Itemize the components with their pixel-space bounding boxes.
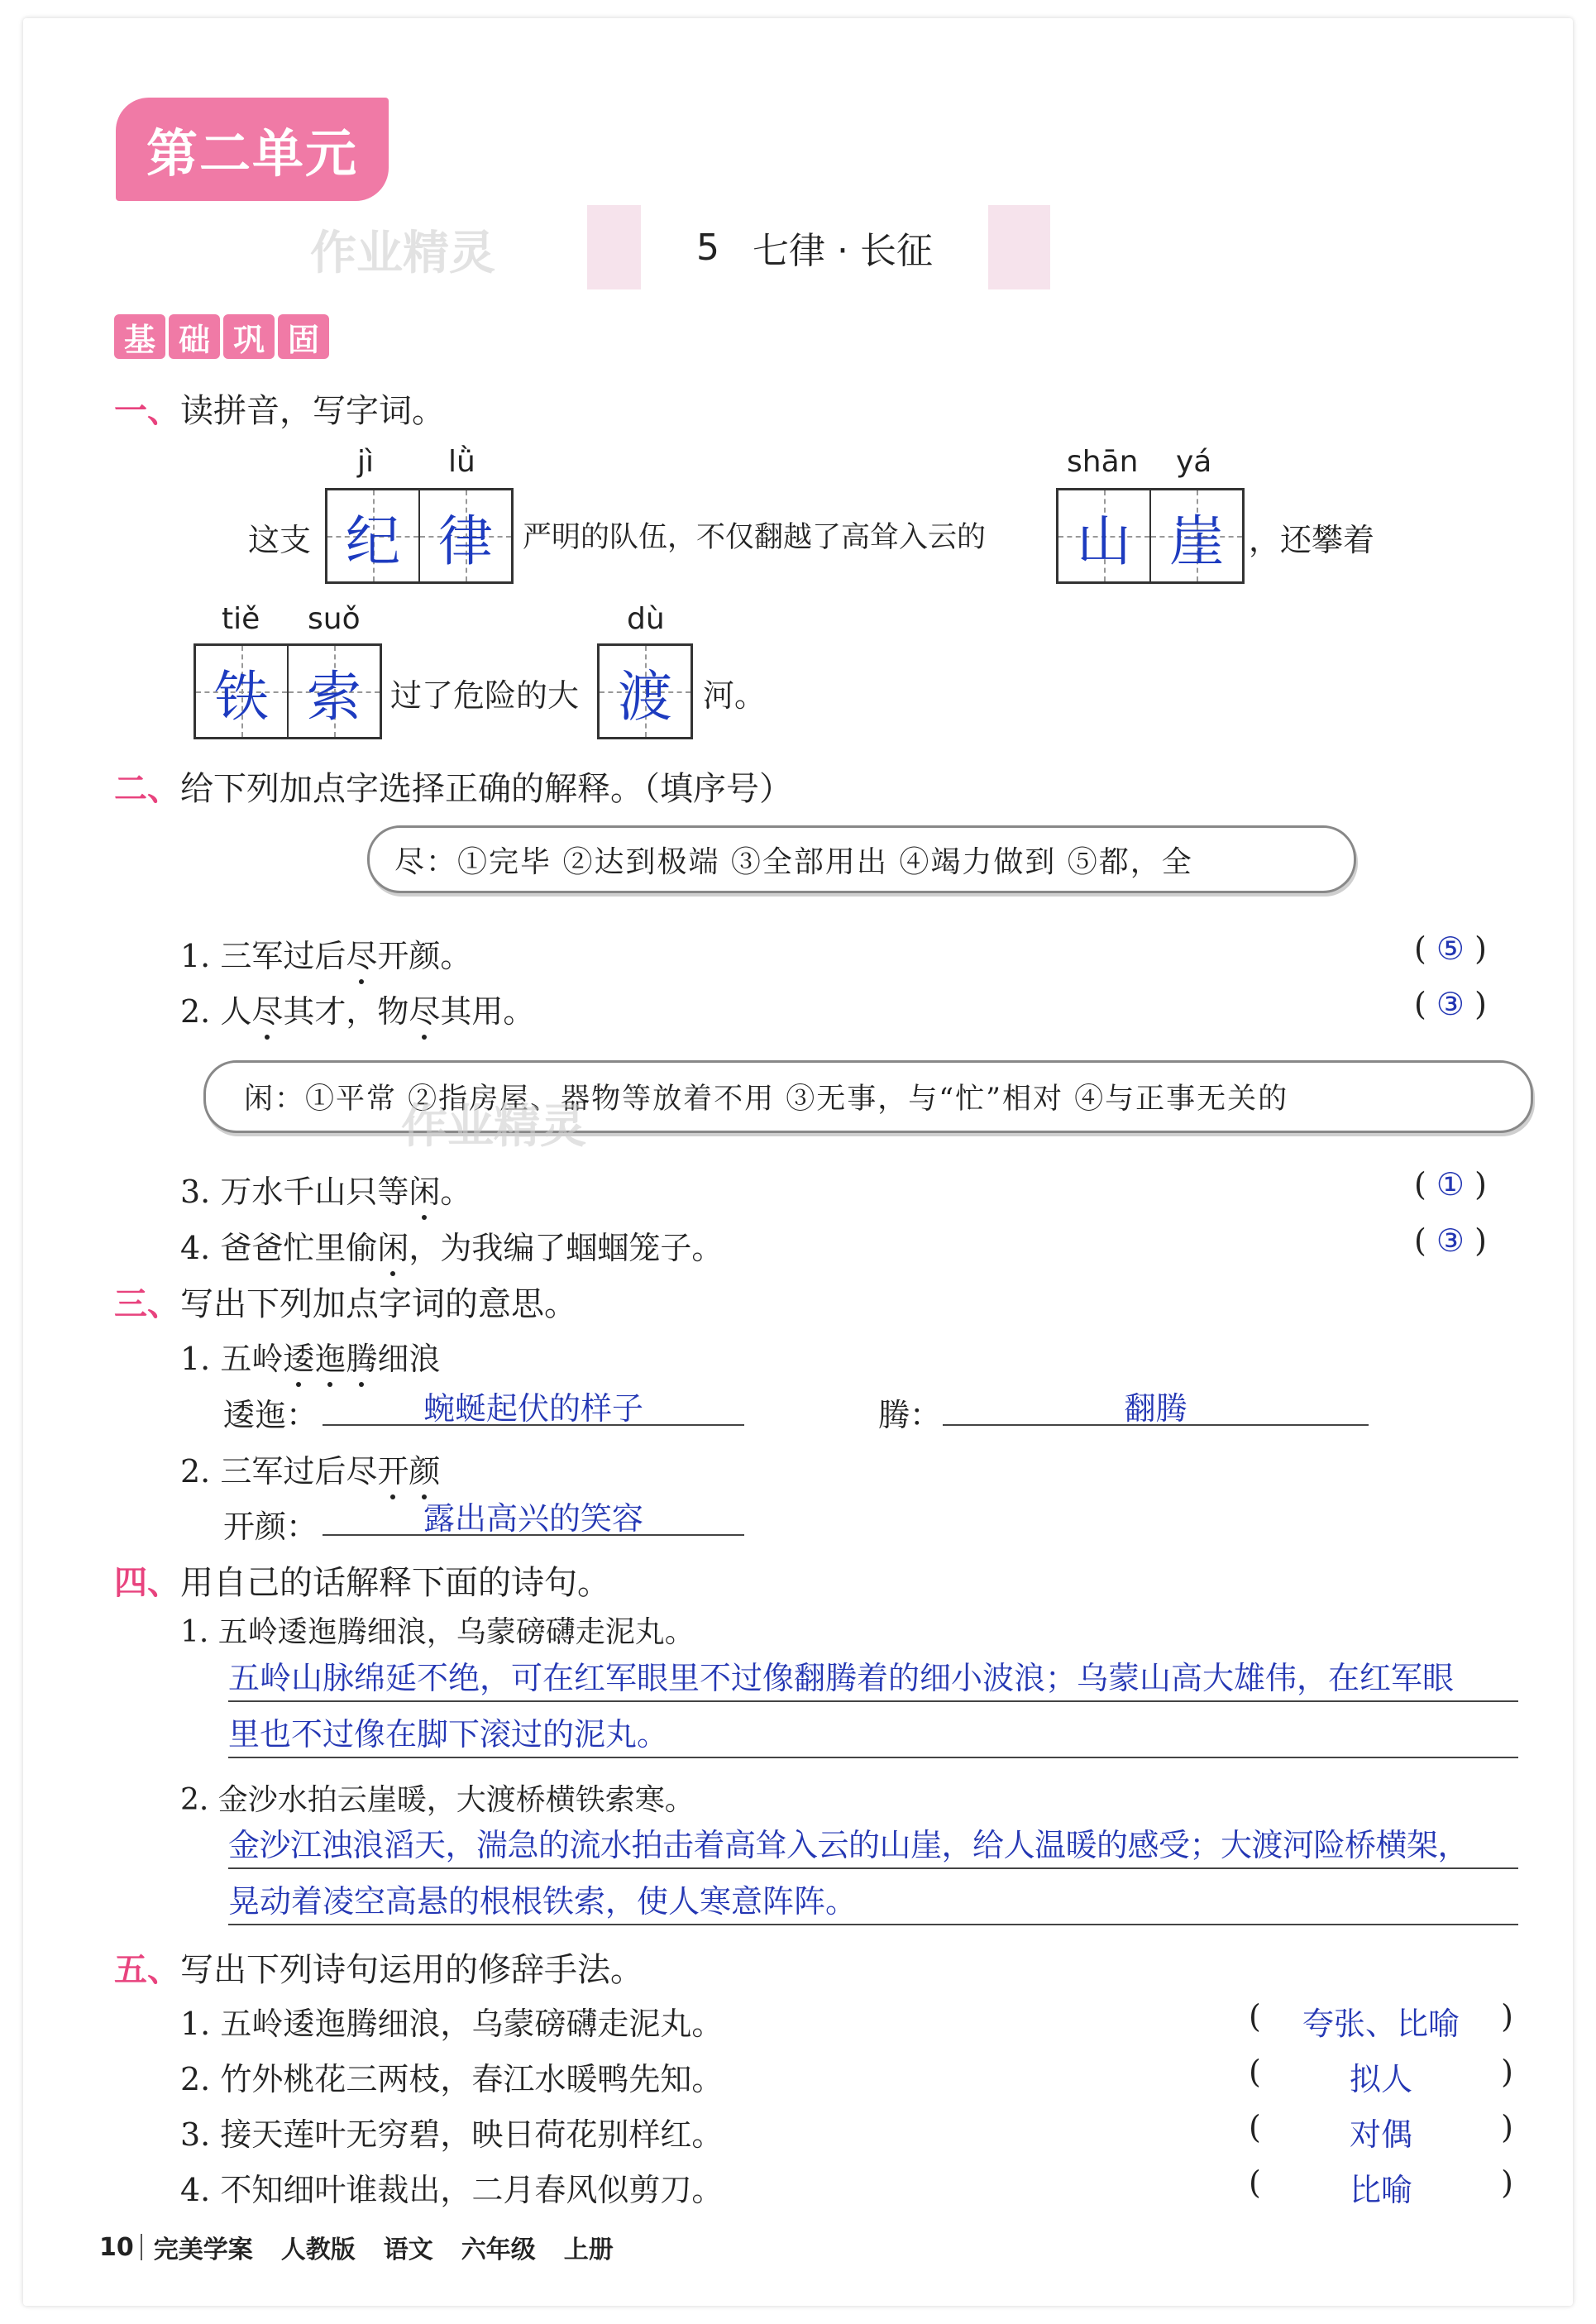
answer-line [323, 1383, 744, 1426]
watermark: 作业精灵 [401, 1100, 586, 1154]
answer-line [943, 1383, 1369, 1426]
lesson-number: 5 [696, 226, 720, 269]
volume: 上册 [563, 2236, 614, 2264]
pinyin: yá [1176, 445, 1212, 479]
section-2-title [114, 763, 792, 810]
char-cell [327, 490, 418, 581]
char-cell [196, 646, 287, 737]
definition-box: 尽：①完毕 ②达到极端 ③全部用出 ④竭力做到 ⑤都，全 [367, 825, 1356, 893]
answer-char: 纪 [346, 509, 400, 573]
answer: ① [1436, 1166, 1465, 1203]
section-4-title [114, 1557, 610, 1604]
answer-char: 崖 [1169, 509, 1224, 573]
label: 腾： [878, 1397, 942, 1433]
grade: 六年级 [461, 2236, 536, 2264]
pinyin: jì [357, 445, 375, 479]
answer-paren: ( 比喻 ) [1249, 2164, 1513, 2208]
definition-box: 闲：①平常 ②指房屋、器物等放着不用 ③无事，与“忙”相对 ④与正事无关的 [203, 1060, 1533, 1133]
answer-paren: ( ① ) [1414, 1166, 1487, 1203]
answer-paren: ( ③ ) [1414, 1222, 1487, 1259]
badge-char: 巩 [223, 314, 275, 359]
label: 逶迤： [223, 1397, 318, 1433]
question: 1. 五岭逶迤腾细浪，乌蒙磅礴走泥丸。 [180, 2006, 724, 2042]
answer-line: 五岭山脉绵延不绝，可在红军眼里不过像翻腾着的细小波浪；乌蒙山高大雄伟，在红军眼 [228, 1652, 1518, 1702]
answer: 比喻 [1349, 2172, 1412, 2208]
pinyin: shān [1067, 445, 1139, 479]
question: 1. 五岭逶迤腾细浪，乌蒙磅礴走泥丸。 [180, 1615, 695, 1649]
question: 3. 接天莲叶无穷碧，映日荷花别样红。 [180, 2116, 724, 2153]
pinyin: lǜ [448, 445, 475, 479]
section-number: 三、 [114, 1285, 180, 1323]
section-number: 二、 [114, 770, 180, 808]
question: 1. 五岭逶迤腾细浪 [180, 1341, 441, 1377]
char-grid-tiesuo [194, 643, 382, 739]
dotted-char: 逶 [283, 1341, 315, 1377]
char-cell [418, 490, 511, 581]
answer-paren: ( 对偶 ) [1249, 2109, 1513, 2153]
char-cell [287, 646, 380, 737]
answer: ⑤ [1436, 930, 1465, 967]
question: 4. 不知细叶谁裁出，二月春风似剪刀。 [180, 2172, 724, 2208]
answer: 蜿蜒起伏的样子 [423, 1390, 643, 1427]
sentence-text: 严明的队伍，不仅翻越了高耸入云的 [523, 521, 987, 554]
subject: 语文 [383, 2236, 433, 2264]
char-cell [1058, 490, 1149, 581]
answer-paren: ( ⑤ ) [1414, 930, 1487, 967]
answer-line: 金沙江浊浪滔天，湍急的流水拍击着高耸入云的山崖，给人温暖的感受；大渡河险桥横架， [228, 1820, 1518, 1869]
answer-char: 索 [307, 664, 361, 729]
book-title: 完美学案 [153, 2236, 253, 2264]
sentence-text: 河。 [703, 677, 767, 714]
section-number: 五、 [114, 1951, 180, 1989]
dotted-char: 腾 [346, 1341, 378, 1377]
section-heading: 给下列加点字选择正确的解释。（填序号） [180, 770, 792, 808]
answer-line [323, 1493, 744, 1536]
question: 4. 爸爸忙里偷闲，为我编了蝈蝈笼子。 [180, 1230, 724, 1266]
badge-char: 固 [278, 314, 329, 359]
section-badge [114, 314, 329, 359]
answer: 对偶 [1349, 2116, 1412, 2153]
label: 开颜： [223, 1509, 318, 1545]
char-cell [600, 646, 690, 737]
question: 2. 三军过后尽开颜 [180, 1453, 441, 1490]
section-1-title [114, 385, 445, 432]
sentence-text: 过了危险的大 [390, 677, 580, 714]
section-heading: 读拼音，写字词。 [180, 392, 445, 430]
answer-char: 山 [1077, 509, 1131, 573]
section-number: 四、 [114, 1564, 180, 1602]
dotted-char: 尽 [251, 993, 284, 1030]
dotted-char: 开 [377, 1453, 409, 1490]
pinyin: dù [627, 602, 665, 636]
dotted-char: 颜 [409, 1453, 441, 1490]
answer-paren: ( 夸张、比喻 ) [1249, 1998, 1513, 2042]
answer-char: 律 [438, 509, 493, 573]
answer: 拟人 [1349, 2061, 1412, 2097]
question: 1. 三军过后尽开颜。 [180, 938, 472, 974]
answer-paren: ( 拟人 ) [1249, 2054, 1513, 2097]
page-number: 10 [99, 2232, 134, 2262]
char-cell [1149, 490, 1242, 581]
answer-line: 里也不过像在脚下滚过的泥丸。 [228, 1709, 1518, 1758]
answer: 露出高兴的笑容 [423, 1500, 643, 1537]
answer-char: 渡 [618, 664, 672, 729]
pinyin: tiě [222, 602, 260, 636]
char-grid-jilv [325, 488, 514, 584]
dotted-char: 闲 [377, 1230, 409, 1266]
char-grid-shanya [1056, 488, 1245, 584]
section-3-title [114, 1278, 577, 1325]
question: 2. 人尽其才，物尽其用。 [180, 993, 535, 1030]
dotted-char: 迤 [314, 1341, 346, 1377]
section-heading: 写出下列加点字词的意思。 [180, 1285, 577, 1323]
badge-char: 基 [114, 314, 165, 359]
section-heading: 写出下列诗句运用的修辞手法。 [180, 1951, 643, 1989]
badge-char: 础 [169, 314, 220, 359]
question: 3. 万水千山只等闲。 [180, 1174, 472, 1210]
dotted-char: 尽 [409, 993, 441, 1030]
unit-tag: 第二单元 [116, 98, 389, 201]
answer-char: 铁 [214, 664, 269, 729]
section-heading: 用自己的话解释下面的诗句。 [180, 1564, 610, 1602]
lesson-title: 七律 · 长征 [753, 230, 933, 272]
pinyin: suǒ [308, 602, 361, 636]
answer: 翻腾 [1124, 1390, 1187, 1427]
dotted-char: 尽 [346, 938, 378, 974]
sentence-text: ，还攀着 [1249, 522, 1375, 558]
lesson-title-box [641, 205, 988, 289]
section-5-title [114, 1944, 643, 1991]
answer: ③ [1436, 986, 1465, 1022]
section-number: 一、 [114, 392, 180, 430]
sentence-text: 这支 [248, 522, 312, 558]
answer-paren: ( ③ ) [1414, 986, 1487, 1022]
dotted-char: 闲 [409, 1174, 441, 1210]
question: 2. 竹外桃花三两枝，春江水暖鸭先知。 [180, 2061, 724, 2097]
answer-line: 晃动着凌空高悬的根根铁索，使人寒意阵阵。 [228, 1876, 1518, 1925]
answer: 夸张、比喻 [1302, 2006, 1460, 2042]
answer: ③ [1436, 1222, 1465, 1259]
watermark: 作业精灵 [310, 227, 495, 280]
footer [99, 2229, 614, 2265]
edition: 人教版 [280, 2236, 356, 2264]
question: 2. 金沙水拍云崖暖，大渡桥横铁索寒。 [180, 1783, 695, 1817]
char-grid-du [597, 643, 693, 739]
footer-divider [141, 2234, 142, 2260]
